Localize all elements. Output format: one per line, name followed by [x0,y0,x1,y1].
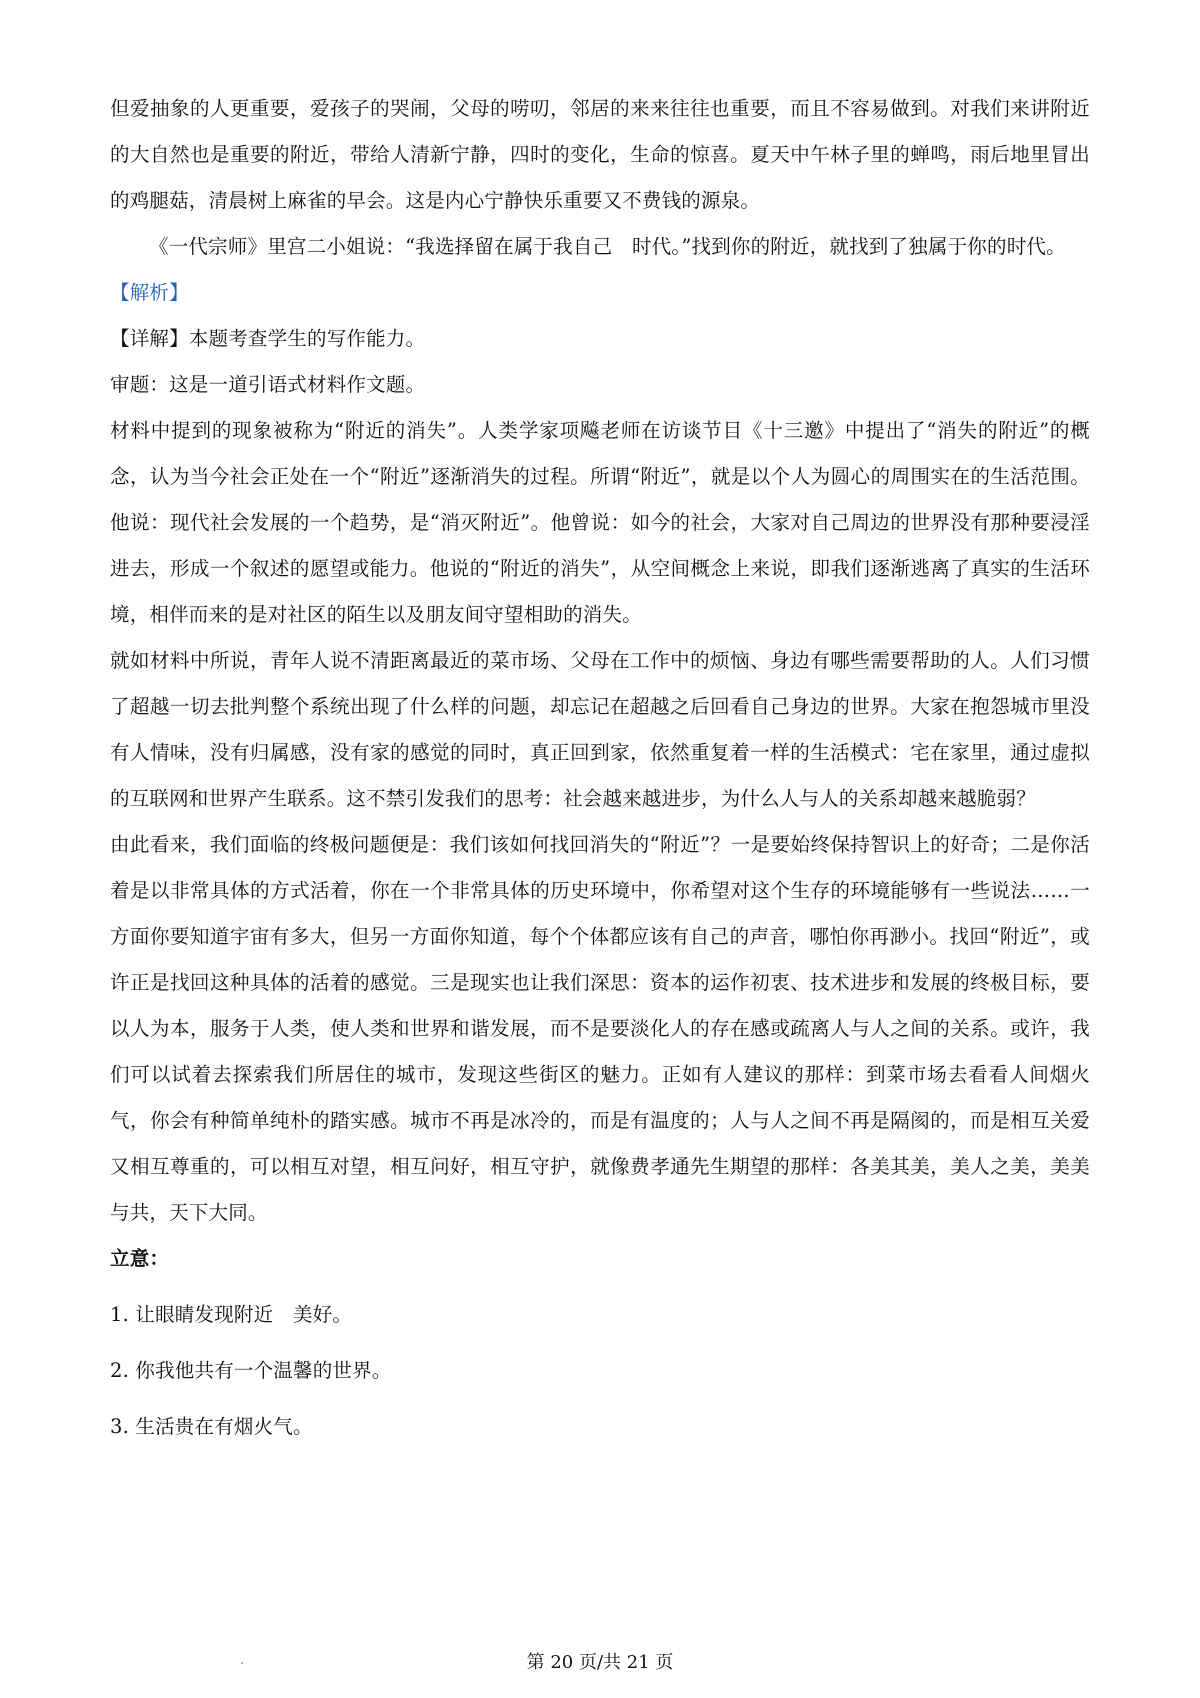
paragraph-material-analysis: 材料中提到的现象被称为“附近的消失”。人类学家项飚老师在访谈节目《十三邀》中提出了“消失的附近”的概念，认为当今社会正处在一个“附近”逐渐消失的过程。所谓“附近”，就是以个人为圆心的周围实在的生活范围。他说：现代社会发展的一个趋势，是“消灭附近”。他曾说：如今的社会，大家对自己周边的世界没有那种要浸淫进去，形成一个叙述的愿望或能力。他说的“附近的消失”，从空间概念上来说，即我们逐渐逃离了真实的生活环境，相伴而来的是对社区的陌生以及朋友间守望相助的消失。 [110,419,1090,626]
analysis-label: 【解析】 [110,281,189,304]
paragraph-youth-observation: 就如材料中所说，青年人说不清距离最近的菜市场、父母在工作中的烦恼、身边有哪些需要帮助的人。人们习惯了超越一切去批判整个系统出现了什么样的问题，却忘记在超越之后回看自己身边的世界。大家在抱怨城市里没有人情味，没有归属感，没有家的感觉的同时，真正回到家，依然重复着一样的生活模式：宅在家里，通过虚拟的互联网和世界产生联系。这不禁引发我们的思考：社会越来越进步，为什么人与人的关系却越来越脆弱？ [110,649,1090,810]
paragraph-grandmaster-quote: 《一代宗师》里宫二小姐说：“我选择留在属于我自己 时代。”找到你的附近，就找到了独属于你的时代。 [149,235,1066,258]
document-body [110,86,1090,1460]
page-number-footer: 第 20 页/共 21 页 [526,1652,674,1673]
theme-item-1: 1. 让眼睛发现附近 美好。 [110,1303,353,1326]
detail-line: 【详解】本题考查学生的写作能力。 [110,327,426,350]
theme-heading: 立意： [110,1247,170,1270]
review-line: 审题：这是一道引语式材料作文题。 [110,373,426,396]
paragraph-ultimate-question: 由此看来，我们面临的终极问题便是：我们该如何找回消失的“附近”？一是要始终保持智识上的好奇；二是你活着是以非常具体的方式活着，你在一个非常具体的历史环境中，你希望对这个生存的环境能够有一些说法……一方面你要知道宇宙有多大，但另一方面你知道，每个个体都应该有自己的声音，哪怕你再渺小。找回“附近”，或许正是找回这种具体的活着的感觉。三是现实也让我们深思：资本的运作初衷、技术进步和发展的终极目标，要以人为本，服务于人类，使人类和世界和谐发展，而不是要淡化人的存在感或疏离人与人之间的关系。或许，我们可以试着去探索我们所居住的城市，发现这些街区的魅力。正如有人建议的那样：到菜市场去看看人间烟火气，你会有种简单纯朴的踏实感。城市不再是冰冷的，而是有温度的；人与人之间不再是隔阂的，而是相互关爱又相互尊重的，可以相互对望，相互问好，相互守护，就像费孝通先生期望的那样：各美其美，美人之美，美美与共，天下大同。 [110,833,1090,1224]
theme-item-3: 3. 生活贵在有烟火气。 [110,1415,313,1438]
paragraph-abstract-love: 但爱抽象的人更重要，爱孩子的哭闹，父母的唠叨，邻居的来来往往也重要，而且不容易做到。对我们来讲附近的大自然也是重要的附近，带给人清新宁静，四时的变化，生命的惊喜。夏天中午林子里的蝉鸣，雨后地里冒出的鸡腿菇，清晨树上麻雀的早会。这是内心宁静快乐重要又不费钱的源泉。 [110,97,1090,212]
theme-item-2: 2. 你我他共有一个温馨的世界。 [110,1359,392,1382]
